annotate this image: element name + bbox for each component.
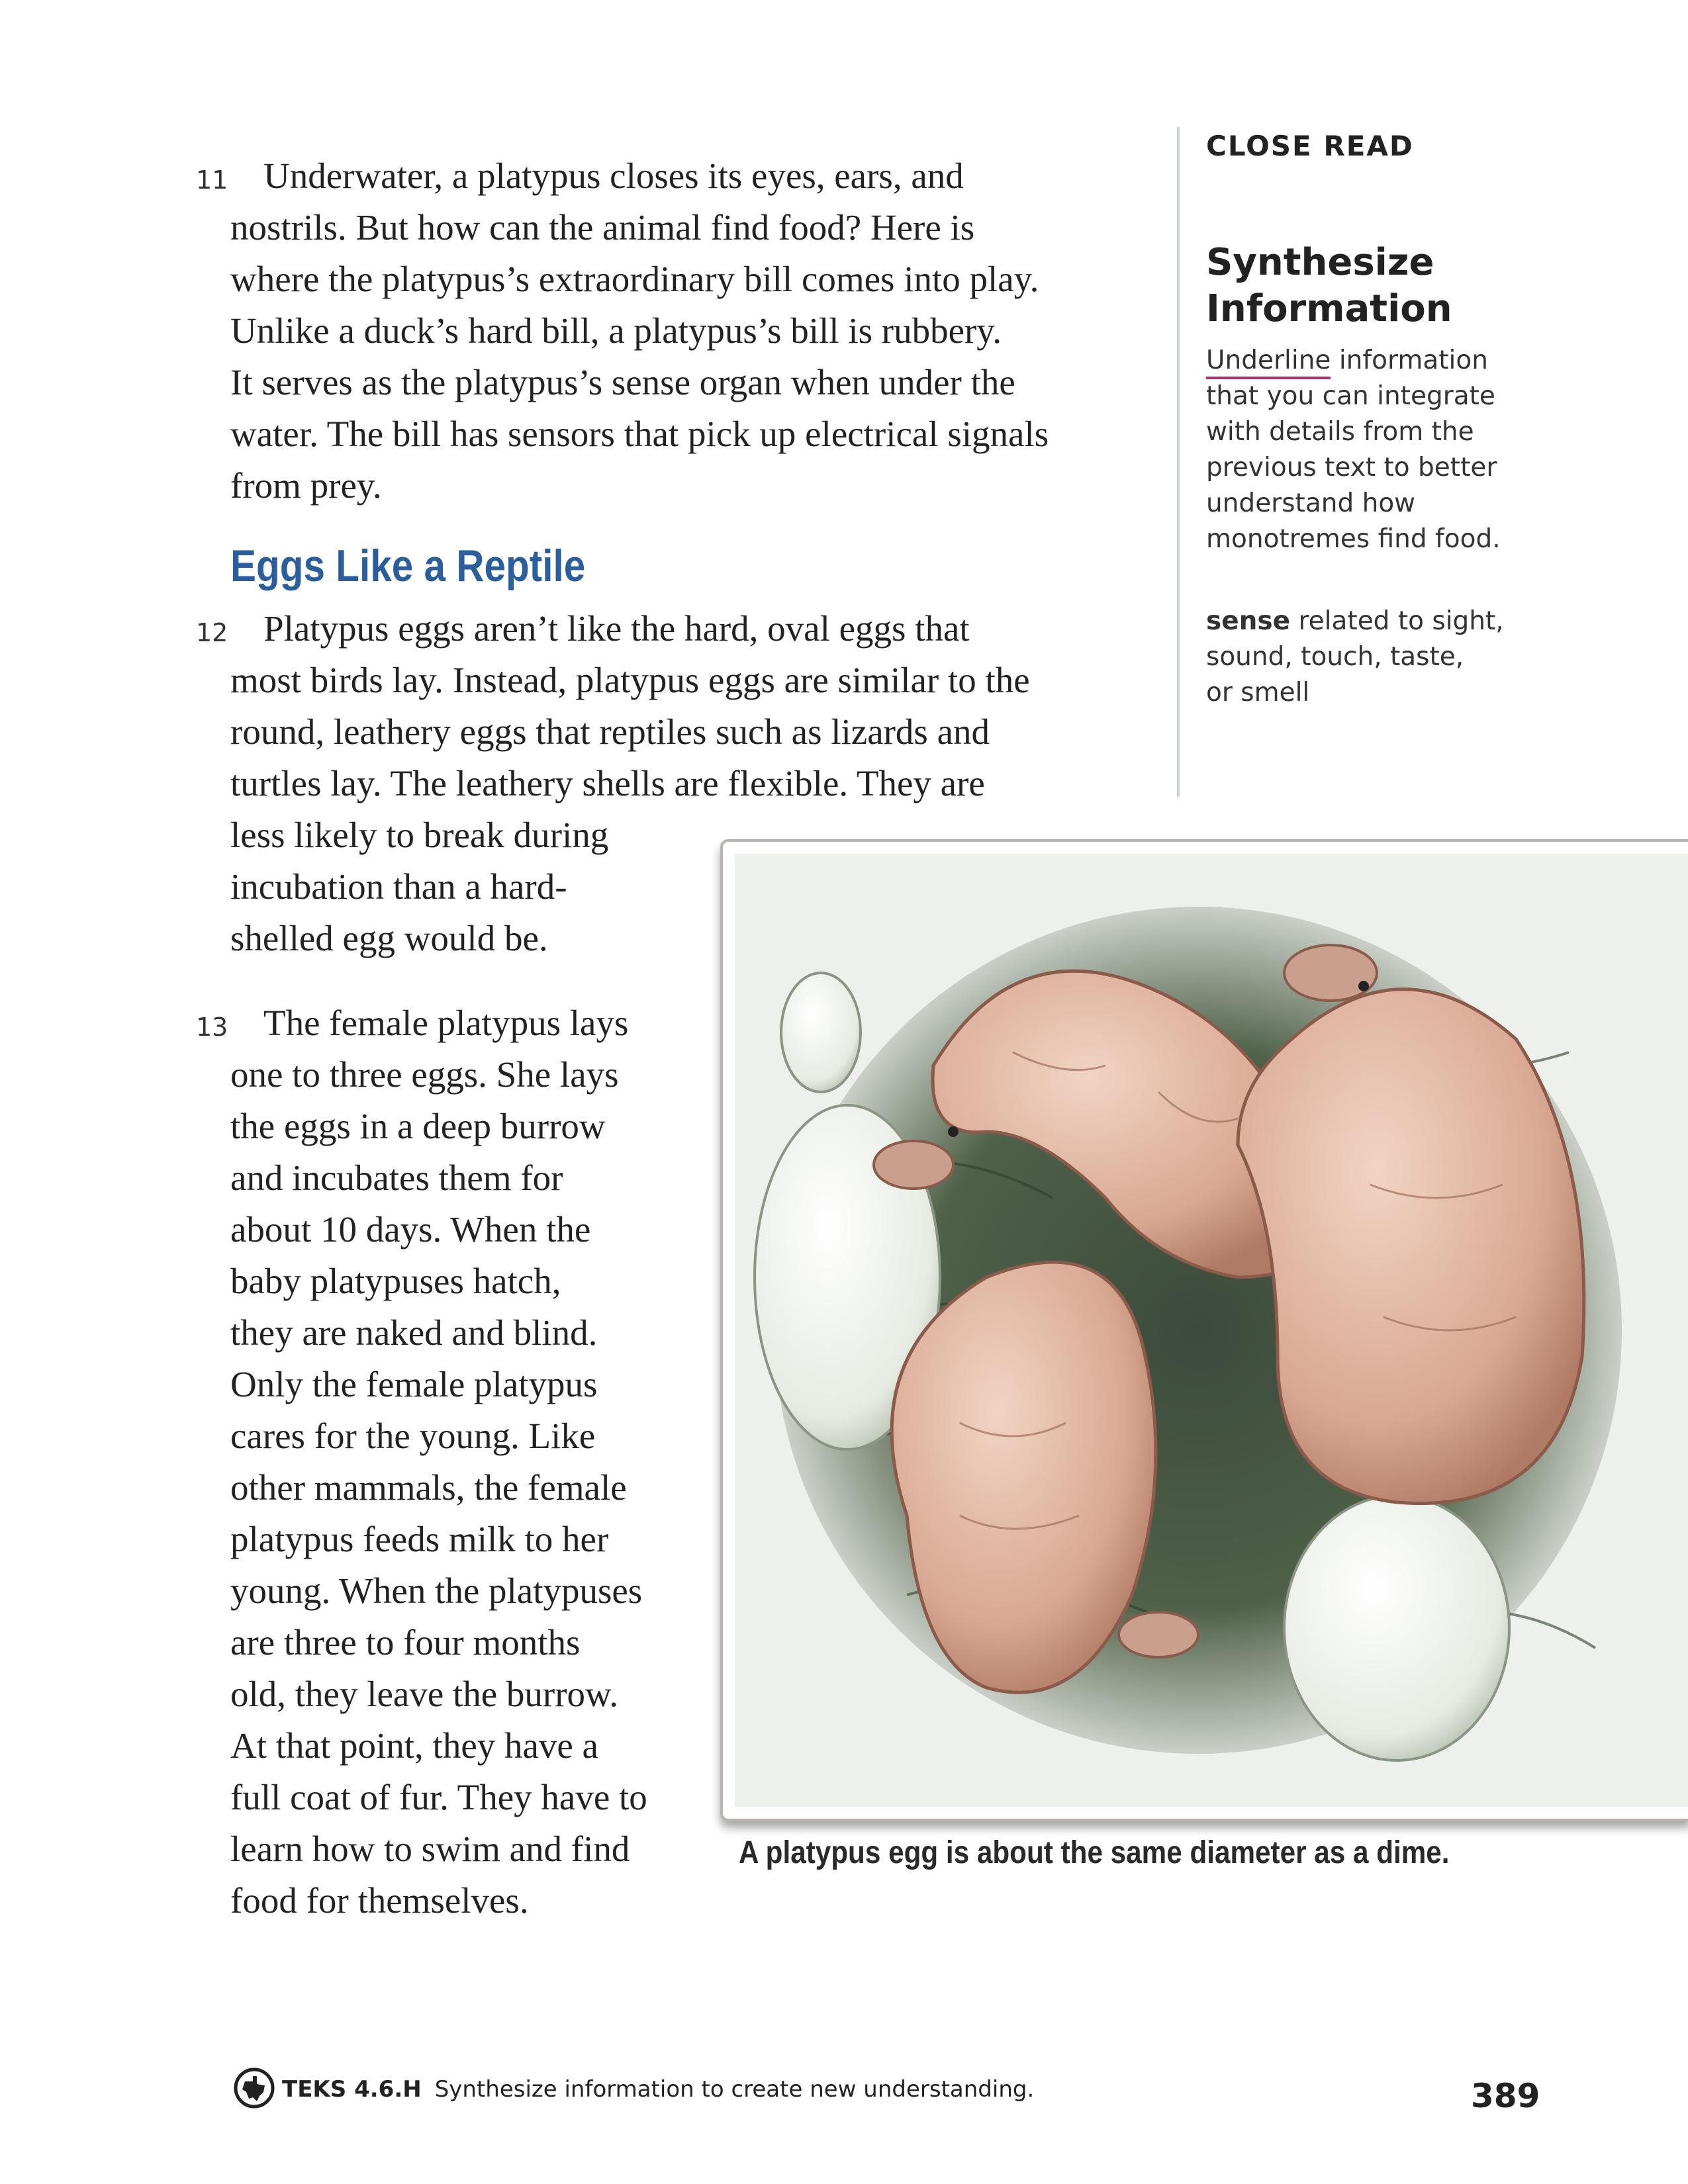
teks-code: TEKS 4.6.H — [282, 2076, 422, 2103]
instruction-line: understand how — [1206, 488, 1416, 518]
paragraph-number: 11 — [196, 165, 228, 195]
text-line: round, leathery eggs that reptiles such as lizards and — [230, 711, 990, 752]
instruction-line: that you can integrate — [1206, 381, 1495, 411]
instruction-line — [1206, 343, 1564, 379]
instruction-line: monotremes find food. — [1206, 524, 1501, 554]
text-line: one to three eggs. She lays — [230, 1054, 619, 1095]
teks-description: Synthesize information to create new understanding. — [434, 2076, 1035, 2103]
text-line: It serves as the platypus’s sense organ when under the — [230, 362, 1015, 402]
vocab-line — [1206, 604, 1564, 639]
text-line: young. When the platypuses — [230, 1570, 643, 1611]
text-line: the eggs in a deep burrow — [230, 1106, 606, 1146]
text-line: shelled egg would be. — [230, 918, 548, 958]
figure-caption: A platypus egg is about the same diameter as a dime. — [739, 1835, 1450, 1870]
figure-frame — [720, 839, 1688, 1821]
instruction-line: previous text to better — [1206, 453, 1497, 482]
text-line: Only the female platypus — [230, 1364, 598, 1404]
sidebar-title — [1206, 240, 1577, 332]
text-line: from prey. — [230, 465, 382, 506]
text-line: full coat of fur. They have to — [230, 1777, 647, 1817]
texas-star-icon — [233, 2067, 275, 2113]
text-line: where the platypus’s extraordinary bill comes into play. — [230, 259, 1039, 299]
close-read-label: CLOSE READ — [1206, 130, 1414, 162]
text-line: most birds lay. Instead, platypus eggs are similar to the — [230, 660, 1030, 700]
text-line: learn how to swim and find — [230, 1829, 630, 1869]
page-number: 389 — [1471, 2077, 1540, 2115]
vocab-term: sense — [1206, 606, 1291, 636]
text-line: are three to four months — [230, 1622, 581, 1662]
vocabulary-note — [1206, 604, 1564, 711]
sidebar-divider — [1177, 127, 1180, 797]
vocab-definition: related to sight, — [1290, 606, 1504, 636]
footer-standard — [233, 2066, 1034, 2113]
vocab-line: or smell — [1206, 678, 1310, 707]
paragraph-number: 13 — [196, 1013, 228, 1042]
text-line: incubation than a hard- — [230, 866, 567, 907]
platypus-illustration — [735, 854, 1688, 1807]
text-line: nostrils. But how can the animal find food? Here is — [230, 207, 975, 248]
sidebar-title-line: Information — [1206, 287, 1452, 330]
text-line: old, they leave the burrow. — [230, 1674, 618, 1714]
text-line: platypus feeds milk to her — [230, 1519, 609, 1559]
hatchling-platypus-image — [735, 854, 1688, 1804]
text-line: they are naked and blind. — [230, 1312, 598, 1353]
text-line: and incubates them for — [230, 1158, 563, 1198]
text-line: water. The bill has sensors that pick up electrical signals — [230, 414, 1049, 454]
sidebar-title-line: Synthesize — [1206, 241, 1434, 284]
text-line: Underwater, a platypus closes its eyes, ears, and — [263, 156, 964, 196]
instruction-line: with details from the — [1206, 417, 1474, 447]
text-line: Platypus eggs aren’t like the hard, oval eggs that — [263, 608, 970, 649]
text-line: food for themselves. — [230, 1880, 529, 1921]
text-line: baby platypuses hatch, — [230, 1261, 561, 1301]
instruction-text: information — [1331, 345, 1488, 375]
paragraph-number: 12 — [196, 618, 228, 647]
underline-word: Underline — [1206, 345, 1331, 379]
text-line: At that point, they have a — [230, 1725, 598, 1766]
text-line: other mammals, the female — [230, 1467, 627, 1508]
sidebar-instruction — [1206, 343, 1564, 557]
text-line: less likely to break during — [230, 815, 609, 855]
section-heading: Eggs Like a Reptile — [230, 541, 586, 591]
vocab-line: sound, touch, taste, — [1206, 642, 1464, 672]
text-line: turtles lay. The leathery shells are flexible. They are — [230, 763, 985, 803]
text-line: about 10 days. When the — [230, 1209, 591, 1250]
text-line: Unlike a duck’s hard bill, a platypus’s bill is rubbery. — [230, 310, 1002, 351]
text-line: cares for the young. Like — [230, 1416, 596, 1456]
text-line: The female platypus lays — [263, 1003, 629, 1043]
